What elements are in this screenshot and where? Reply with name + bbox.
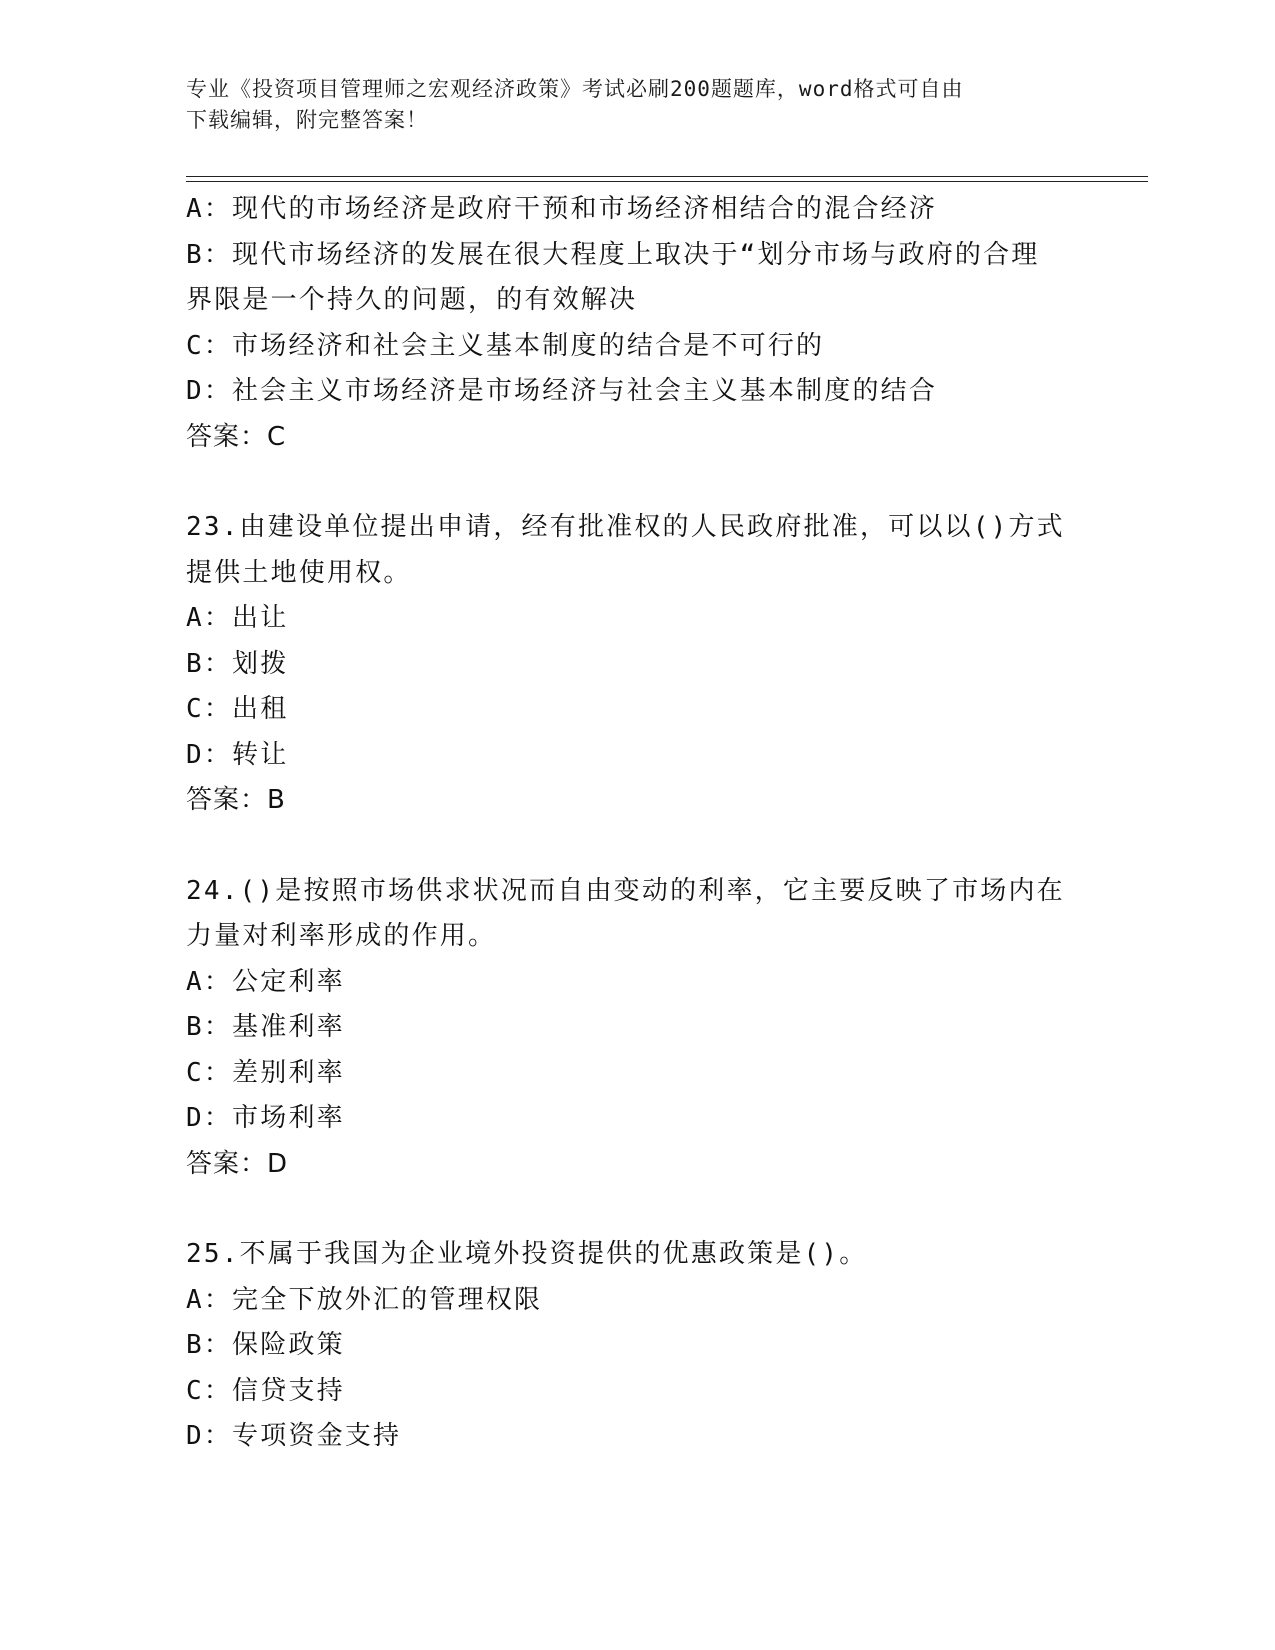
option-d: D：市场利率 <box>186 1103 345 1133</box>
spacer <box>186 1187 1066 1232</box>
option-c: C：市场经济和社会主义基本制度的结合是不可行的 <box>186 330 825 361</box>
option-d: D：专项资金支持 <box>186 1421 402 1451</box>
answer-line: 答案：C <box>186 421 287 452</box>
option-a: A：出让 <box>186 603 289 633</box>
option-c: C：差别利率 <box>186 1057 345 1088</box>
question-item <box>186 869 1066 1188</box>
header-line: 专业《投资项目管理师之宏观经济政策》考试必刷200题题库，word格式可自由 <box>186 77 964 101</box>
question-list <box>186 187 1066 1460</box>
option-b: B：划拨 <box>186 648 289 679</box>
question-stem-continued: 提供土地使用权。 <box>186 557 412 588</box>
option-b: B：保险政策 <box>186 1330 345 1360</box>
option-b-continued: 界限是一个持久的问题，的有效解决 <box>186 285 638 315</box>
option-c: C：信贷支持 <box>186 1375 345 1406</box>
question-stem: 25.不属于我国为企业境外投资提供的优惠政策是()。 <box>186 1239 868 1269</box>
option-b: B：基准利率 <box>186 1012 345 1042</box>
answer-line: 答案：D <box>186 1148 289 1179</box>
spacer <box>186 460 1066 505</box>
option-a: A：公定利率 <box>186 966 345 997</box>
question-stem: 23.由建设单位提出申请，经有批准权的人民政府批准，可以以()方式 <box>186 512 1065 542</box>
option-c: C：出租 <box>186 694 289 724</box>
question-stem-continued: 力量对利率形成的作用。 <box>186 921 497 951</box>
question-item <box>186 1232 1066 1460</box>
document-header <box>186 74 1066 136</box>
question-stem: 24.()是按照市场供求状况而自由变动的利率，它主要反映了市场内在 <box>186 875 1065 906</box>
question-item <box>186 187 1066 460</box>
option-a: A：现代的市场经济是政府干预和市场经济相结合的混合经济 <box>186 194 938 224</box>
spacer <box>186 824 1066 869</box>
question-item <box>186 505 1066 824</box>
header-divider <box>186 181 1148 182</box>
header-line: 下载编辑，附完整答案！ <box>186 108 428 132</box>
option-b: B：现代市场经济的发展在很大程度上取决于“划分市场与政府的合理 <box>186 239 1040 270</box>
option-a: A：完全下放外汇的管理权限 <box>186 1284 543 1315</box>
option-d: D：社会主义市场经济是市场经济与社会主义基本制度的结合 <box>186 376 938 406</box>
header-divider <box>186 176 1148 177</box>
answer-line: 答案：B <box>186 785 286 815</box>
option-d: D：转让 <box>186 739 289 770</box>
